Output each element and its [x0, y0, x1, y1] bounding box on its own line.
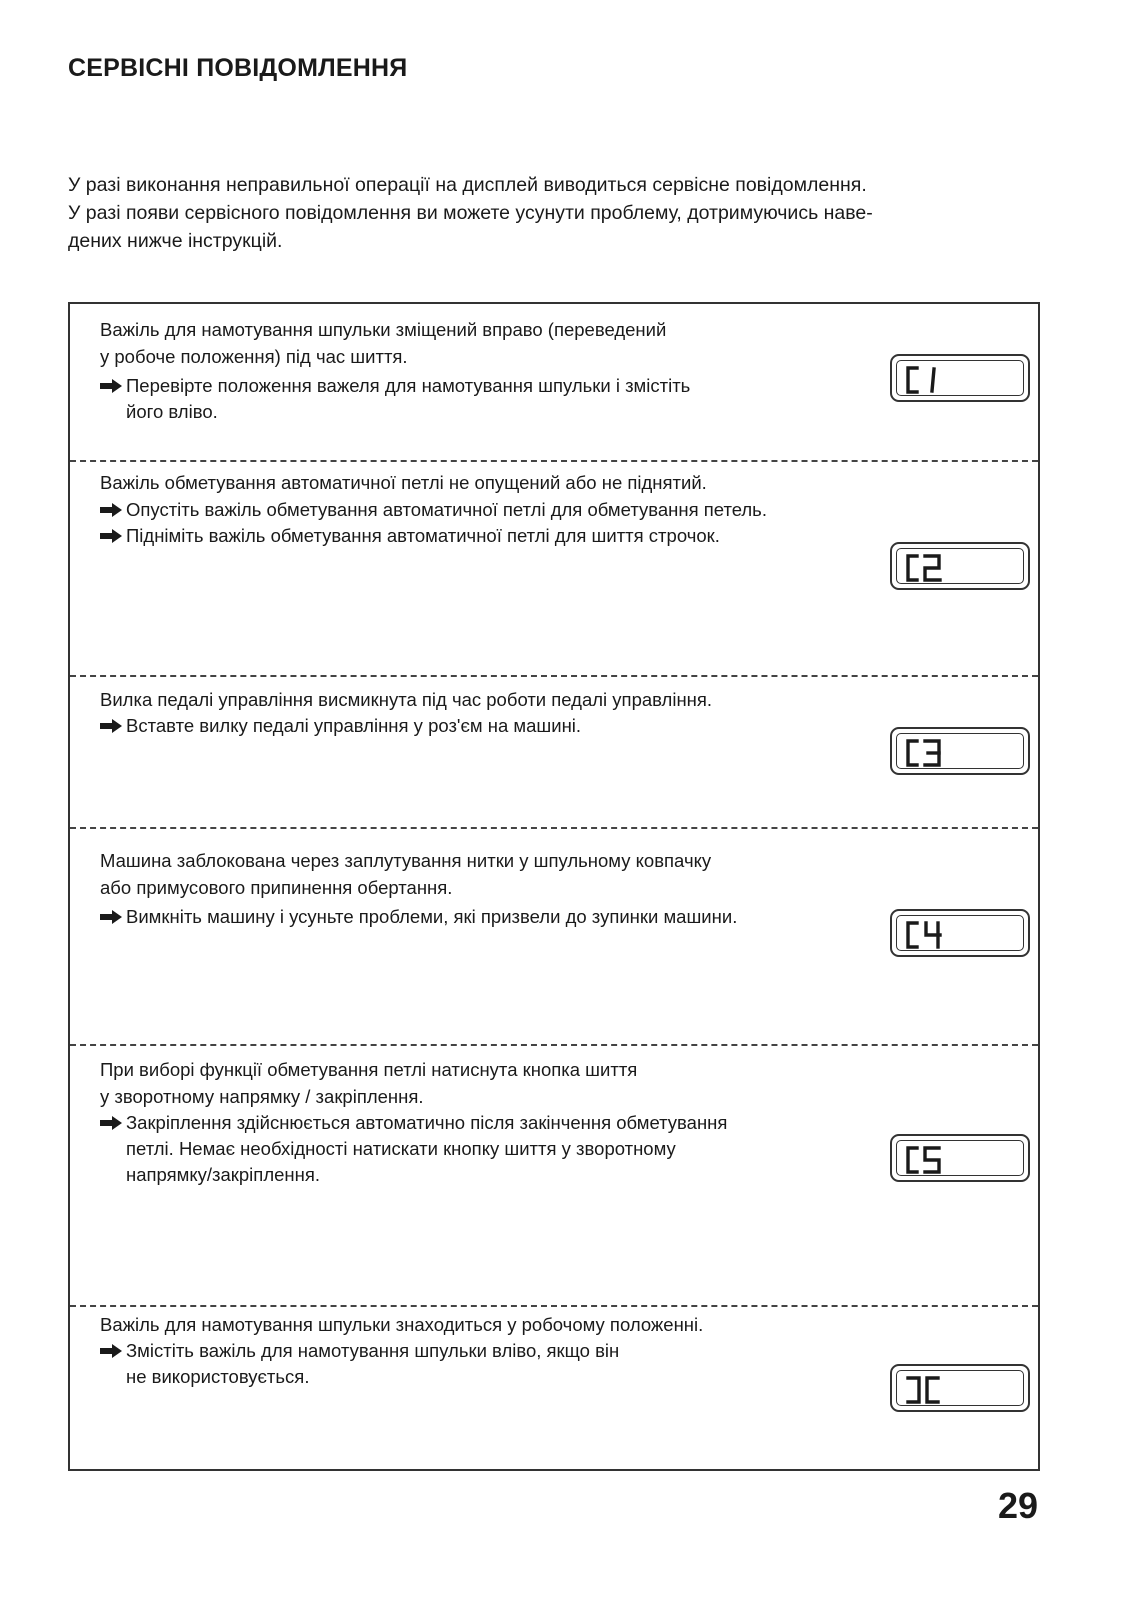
- message-remedy: [100, 713, 581, 739]
- remedy-line: Перевірте положення важеля для намотування шпульки і змістіть: [126, 375, 691, 396]
- remedy-item: [100, 904, 737, 930]
- message-cause: [100, 316, 666, 370]
- lcd-display: [890, 727, 1030, 775]
- page-number: 29: [997, 1485, 1038, 1526]
- cause-line: або примусового припинення обертання.: [100, 877, 453, 898]
- lcd-code-jc: [905, 1375, 965, 1405]
- message-cause: [100, 847, 711, 901]
- cause-line: у робоче положення) під час шиття.: [100, 346, 408, 367]
- lcd-code-c3: [905, 738, 965, 768]
- remedy-line: петлі. Немає необхідності натискати кнопку шиття у зворотному: [126, 1138, 676, 1159]
- message-cause: [100, 469, 707, 496]
- page-title: СЕРВІСНІ ПОВІДОМЛЕННЯ: [68, 54, 408, 82]
- remedy-item: [100, 1110, 727, 1188]
- service-message-c4: [70, 829, 1038, 1044]
- lcd-display: [890, 542, 1030, 590]
- remedy-item: [100, 1338, 619, 1390]
- cause-line: Машина заблокована через заплутування нитки у шпульному ковпачку: [100, 850, 712, 871]
- cause-line: Важіль для намотування шпульки знаходиться у робочому положенні.: [100, 1314, 704, 1335]
- cause-line: у зворотному напрямку / закріплення.: [100, 1086, 424, 1107]
- right-arrow-icon: [100, 379, 122, 393]
- service-messages-table: [68, 302, 1040, 1471]
- message-remedy: [100, 1110, 727, 1188]
- remedy-line: його вліво.: [126, 401, 218, 422]
- message-cause: [100, 1311, 703, 1338]
- right-arrow-icon: [100, 529, 122, 543]
- message-remedy: [100, 497, 767, 549]
- lcd-display: [890, 909, 1030, 957]
- remedy-line: Закріплення здійснюється автоматично після закінчення обметування: [126, 1112, 728, 1133]
- intro-line: У разі появи сервісного повідомлення ви можете усунути проблему, дотримуючись наве-: [68, 202, 873, 224]
- cause-line: При виборі функції обметування петлі натиснута кнопка шиття: [100, 1059, 638, 1080]
- lcd-code-c2: [905, 553, 965, 583]
- message-cause: [100, 686, 712, 713]
- remedy-line: Вимкніть машину і усуньте проблеми, які призвели до зупинки машини.: [126, 906, 738, 927]
- right-arrow-icon: [100, 1116, 122, 1130]
- remedy-item: [100, 497, 767, 523]
- right-arrow-icon: [100, 910, 122, 924]
- service-message-c5: [70, 1046, 1038, 1305]
- remedy-item: [100, 523, 767, 549]
- remedy-item: [100, 713, 581, 739]
- remedy-item: [100, 373, 690, 425]
- service-message-c2: [70, 462, 1038, 674]
- remedy-line: не використовується.: [126, 1366, 310, 1387]
- remedy-line: Змістіть важіль для намотування шпульки вліво, якщо він: [126, 1340, 620, 1361]
- service-message-c3: [70, 677, 1038, 827]
- lcd-display: [890, 1364, 1030, 1412]
- lcd-code-c4: [905, 920, 965, 950]
- remedy-line: напрямку/закріплення.: [126, 1164, 320, 1185]
- service-message-c1: [70, 304, 1038, 461]
- intro-line: дених нижче інструкцій.: [68, 230, 283, 252]
- intro-line: У разі виконання неправильної операції на дисплей виводиться сервісне повідомлення.: [68, 174, 867, 196]
- message-remedy: [100, 1338, 619, 1390]
- service-message-jc: [70, 1307, 1038, 1469]
- lcd-code-c1: [905, 365, 965, 395]
- message-cause: [100, 1056, 637, 1110]
- lcd-code-c5: [905, 1145, 965, 1175]
- cause-line: Важіль обметування автоматичної петлі не опущений або не піднятий.: [100, 472, 707, 493]
- remedy-line: Опустіть важіль обметування автоматичної петлі для обметування петель.: [126, 499, 767, 520]
- intro-paragraph: [68, 171, 1058, 255]
- cause-line: Вилка педалі управління висмикнута під час роботи педалі управління.: [100, 689, 713, 710]
- lcd-display: [890, 354, 1030, 402]
- lcd-display: [890, 1134, 1030, 1182]
- remedy-line: Вставте вилку педалі управління у роз'єм на машині.: [126, 715, 582, 736]
- message-remedy: [100, 373, 690, 425]
- right-arrow-icon: [100, 1344, 122, 1358]
- cause-line: Важіль для намотування шпульки зміщений вправо (переведений: [100, 319, 667, 340]
- remedy-line: Підніміть важіль обметування автоматичної петлі для шиття строчок.: [126, 525, 720, 546]
- message-remedy: [100, 904, 737, 930]
- right-arrow-icon: [100, 719, 122, 733]
- right-arrow-icon: [100, 503, 122, 517]
